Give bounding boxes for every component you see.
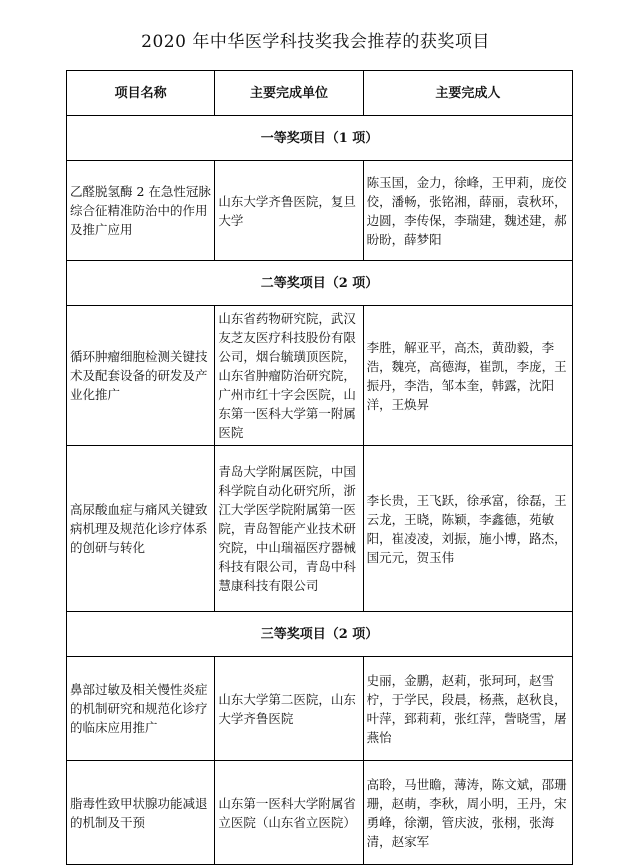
section-row-first-prize [67, 116, 573, 161]
table-row [67, 306, 573, 446]
section-row-second-prize [67, 261, 573, 306]
header-units: 主要完成单位 [215, 71, 363, 116]
project-people: 陈玉国，金力，徐峰，王甲莉，庞佼佼，潘畅，张铭湘，薛丽，袁秋环，边圆，李传保，李瑞建，魏述建，郝盼盼，薛梦阳 [363, 161, 572, 261]
project-name: 脂毒性致甲状腺功能减退的机制及干预 [67, 761, 215, 865]
section-label: 一等奖项目（1 项） [67, 116, 573, 161]
header-project-name: 项目名称 [67, 71, 215, 116]
project-name: 高尿酸血症与痛风关键致病机理及规范化诊疗体系的创研与转化 [67, 446, 215, 612]
project-units: 青岛大学附属医院，中国科学院自动化研究所，浙江大学医学院附属第一医院，青岛智能产业技术研究院，中山瑞福医疗器械科技有限公司，青岛中科慧康科技有限公司 [215, 446, 363, 612]
section-row-third-prize [67, 612, 573, 657]
project-units: 山东省药物研究院，武汉友芝友医疗科技股份有限公司，烟台毓璜顶医院，山东省肿瘤防治研究院，广州市红十字会医院，山东第一医科大学第一附属医院 [215, 306, 363, 446]
project-units: 山东大学齐鲁医院，复旦大学 [215, 161, 363, 261]
project-name: 乙醛脱氢酶 2 在急性冠脉综合征精准防治中的作用及推广应用 [67, 161, 215, 261]
table-row [67, 761, 573, 865]
project-people: 史丽，金鹏，赵莉，张珂珂，赵雪柠，于学民，段晨，杨燕，赵秋良，叶萍，郅莉莉，张红萍，訾晓雪，屠燕怡 [363, 657, 572, 761]
awards-table [66, 70, 573, 865]
project-people: 李胜，解亚平，高杰，黄劭毅，李浩，魏亮，高德海，崔凯，李庞，王振丹，李浩，邹本奎，韩露，沈阳洋，王焕昇 [363, 306, 572, 446]
table-row [67, 657, 573, 761]
header-people: 主要完成人 [363, 71, 572, 116]
section-label: 二等奖项目（2 项） [67, 261, 573, 306]
project-name: 鼻部过敏及相关慢性炎症的机制研究和规范化诊疗的临床应用推广 [67, 657, 215, 761]
document-title: 2020 年中华医学科技奖我会推荐的获奖项目 [141, 32, 490, 52]
project-name: 循环肿瘤细胞检测关键技术及配套设备的研发及产业化推广 [67, 306, 215, 446]
table-row [67, 161, 573, 261]
project-people: 李长贵，王飞跃，徐承富，徐磊，王云龙，王晓，陈颖，李鑫德，苑敏阳，崔凌凌，刘振，施小博，路杰，国元元，贺玉伟 [363, 446, 572, 612]
project-units: 山东第一医科大学附属省立医院（山东省立医院） [215, 761, 363, 865]
section-label: 三等奖项目（2 项） [67, 612, 573, 657]
header-row [67, 71, 573, 116]
project-units: 山东大学第二医院，山东大学齐鲁医院 [215, 657, 363, 761]
project-people: 高聆，马世瞻，薄涛，陈文斌，邵珊珊，赵萌，李秋，周小明，王丹，宋勇峰，徐潮，管庆波，张栩，张海清，赵家军 [363, 761, 572, 865]
table-row [67, 446, 573, 612]
